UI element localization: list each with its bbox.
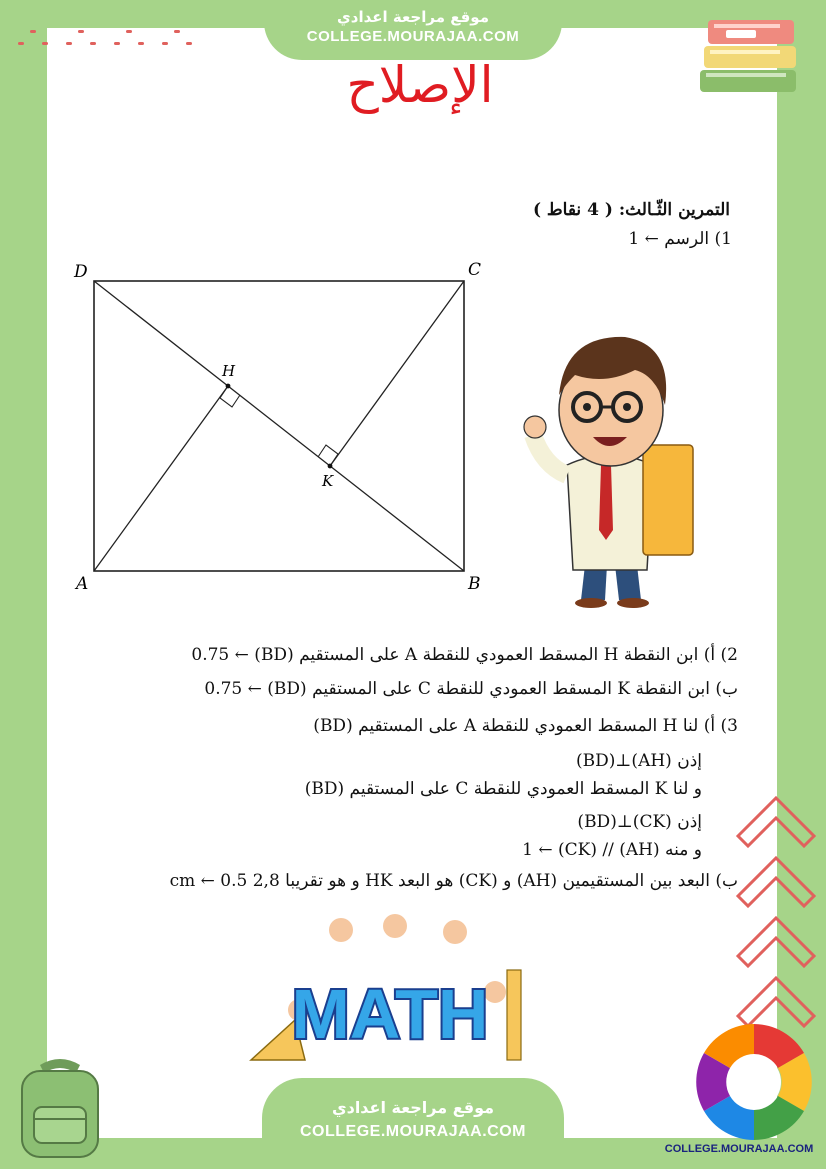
right-angle-h xyxy=(220,386,240,407)
question-1: 1) الرسم ← 1 xyxy=(628,229,732,249)
decorative-dots xyxy=(18,40,198,60)
question-3-line2: إذن (AH)⊥(BD) xyxy=(576,751,702,771)
math-logo-text: MATH xyxy=(291,975,489,1053)
rectangle-figure xyxy=(70,255,500,595)
diagonal-bd xyxy=(94,281,464,571)
header-site-name: موقع مراجعة اعدادي xyxy=(337,8,489,26)
question-3-line4: إذن (CK)⊥(BD) xyxy=(577,812,702,832)
footer-site-domain[interactable]: COLLEGE.MOURAJAA.COM xyxy=(300,1123,526,1140)
right-angle-k xyxy=(318,445,338,466)
label-d: D xyxy=(74,262,88,282)
point-k xyxy=(328,464,333,469)
backpack-icon xyxy=(10,1055,110,1160)
label-h: H xyxy=(222,362,236,380)
label-k: K xyxy=(322,472,334,490)
label-c: C xyxy=(468,260,482,280)
site-logo-wheel xyxy=(692,1022,816,1142)
question-2a: 2) أ) ابن النقطة H المسقط العمودي للنقطة A على المستقيم (BD) ← 0.75 xyxy=(191,645,738,665)
footer-site-banner xyxy=(262,1078,564,1169)
page-title: الإصلاح xyxy=(346,56,494,114)
exercise-heading: التمرين الثّـالث: ( 4 نقاط ) xyxy=(532,200,730,220)
question-2b: ب) ابن النقطة K المسقط العمودي للنقطة C على المستقيم (BD) ← 0.75 xyxy=(204,679,738,699)
label-a: A xyxy=(76,574,89,594)
header-site-domain[interactable]: COLLEGE.MOURAJAA.COM xyxy=(306,28,520,45)
label-b: B xyxy=(468,574,481,594)
books-icon xyxy=(694,12,804,98)
question-3-line5: و منه (AH) // (CK) ← 1 xyxy=(522,840,702,860)
teacher-illustration xyxy=(515,315,705,610)
point-h xyxy=(226,384,231,389)
chevrons-decoration xyxy=(732,790,822,1050)
site-logo-caption: COLLEGE.MOURAJAA.COM xyxy=(664,1143,814,1155)
footer-site-name: موقع مراجعة اعدادي xyxy=(331,1098,495,1117)
question-3a: 3) أ) لنا H المسقط العمودي للنقطة A على المستقيم (BD) xyxy=(313,716,738,736)
header-site-banner xyxy=(264,0,562,60)
segment-ah xyxy=(94,386,228,571)
math-logo xyxy=(245,910,535,1070)
question-3b: ب) البعد بين المستقيمين (AH) و (CK) هو البعد HK و هو تقريبا 2,8 cm ← 0.5 xyxy=(169,871,738,891)
question-3-line3: و لنا K المسقط العمودي للنقطة C على المستقيم (BD) xyxy=(304,779,702,799)
segment-ck xyxy=(330,281,464,466)
